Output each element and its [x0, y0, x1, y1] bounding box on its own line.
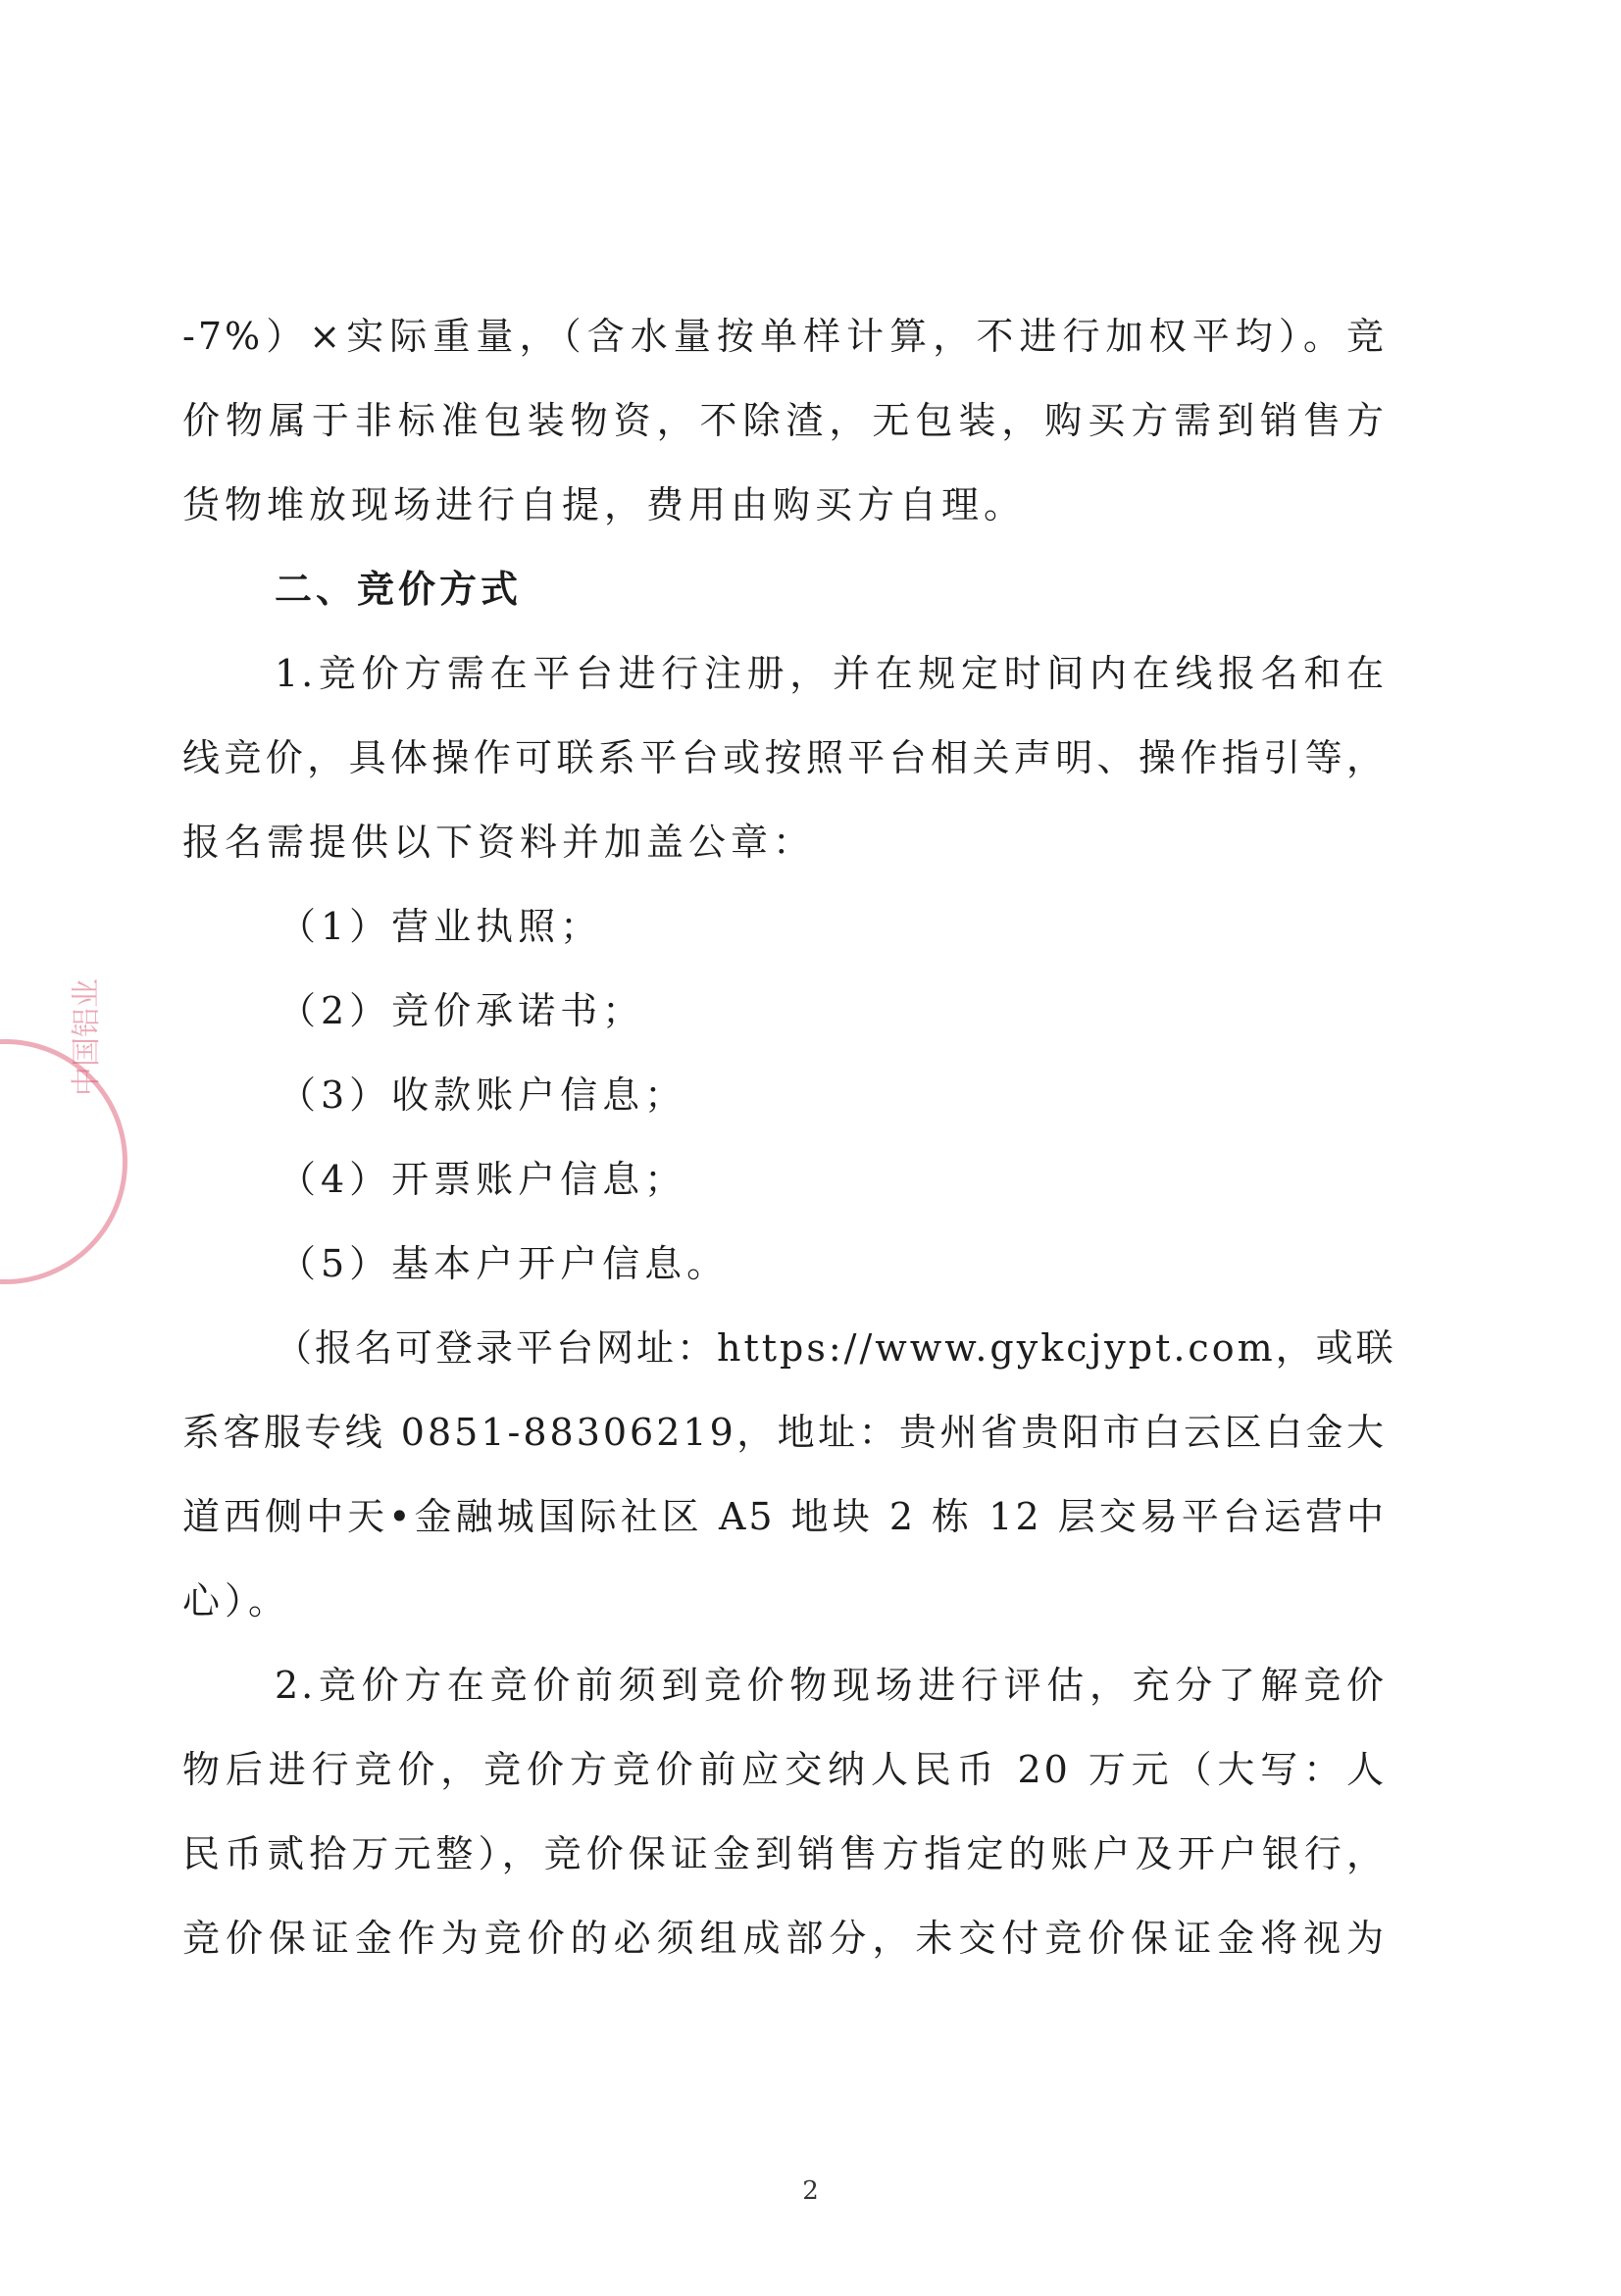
body-text: [182, 294, 1396, 1980]
text-line: -7%）×实际重量，（含水量按单样计算，不进行加权平均）。竞: [182, 315, 1387, 358]
list-item: （4）开票账户信息；: [279, 1158, 687, 1201]
text-line: （报名可登录平台网址：https://www.gykcjypt.com，或联: [275, 1326, 1396, 1370]
list-item: （5）基本户开户信息。: [279, 1242, 730, 1285]
text-line: 价物属于非标准包装物资，不除渣，无包装，购买方需到销售方: [182, 399, 1387, 442]
page-number: 2: [802, 2176, 819, 2206]
text-line: 物后进行竞价，竞价方竞价前应交纳人民币 20 万元（大写：人: [182, 1748, 1387, 1791]
seal-text: 中国铝业: [70, 978, 104, 1096]
text-line: 心）。: [182, 1579, 291, 1622]
text-line: 报名需提供以下资料并加盖公章：: [182, 821, 816, 864]
text-line: 系客服专线 0851-88306219，地址：贵州省贵阳市白云区白金大: [182, 1411, 1387, 1454]
text-line: 线竞价，具体操作可联系平台或按照平台相关声明、操作指引等，: [182, 736, 1387, 779]
text-line: 货物堆放现场进行自提，费用由购买方自理。: [182, 483, 1027, 526]
section-heading: 二、竞价方式: [275, 568, 523, 611]
text-line: 2.竞价方在竞价前须到竞价物现场进行评估，充分了解竞价: [275, 1664, 1387, 1707]
text-line: 竞价保证金作为竞价的必须组成部分，未交付竞价保证金将视为: [182, 1917, 1387, 1960]
text-line: 民币贰拾万元整），竞价保证金到销售方指定的账户及开户银行，: [182, 1832, 1387, 1875]
list-item: （1）营业执照；: [279, 905, 603, 948]
text-line: 道西侧中天•金融城国际社区 A5 地块 2 栋 12 层交易平台运营中: [182, 1495, 1387, 1538]
text-line: 1.竞价方需在平台进行注册，并在规定时间内在线报名和在: [275, 652, 1387, 695]
list-item: （3）收款账户信息；: [279, 1073, 687, 1117]
list-item: （2）竞价承诺书；: [279, 989, 645, 1032]
